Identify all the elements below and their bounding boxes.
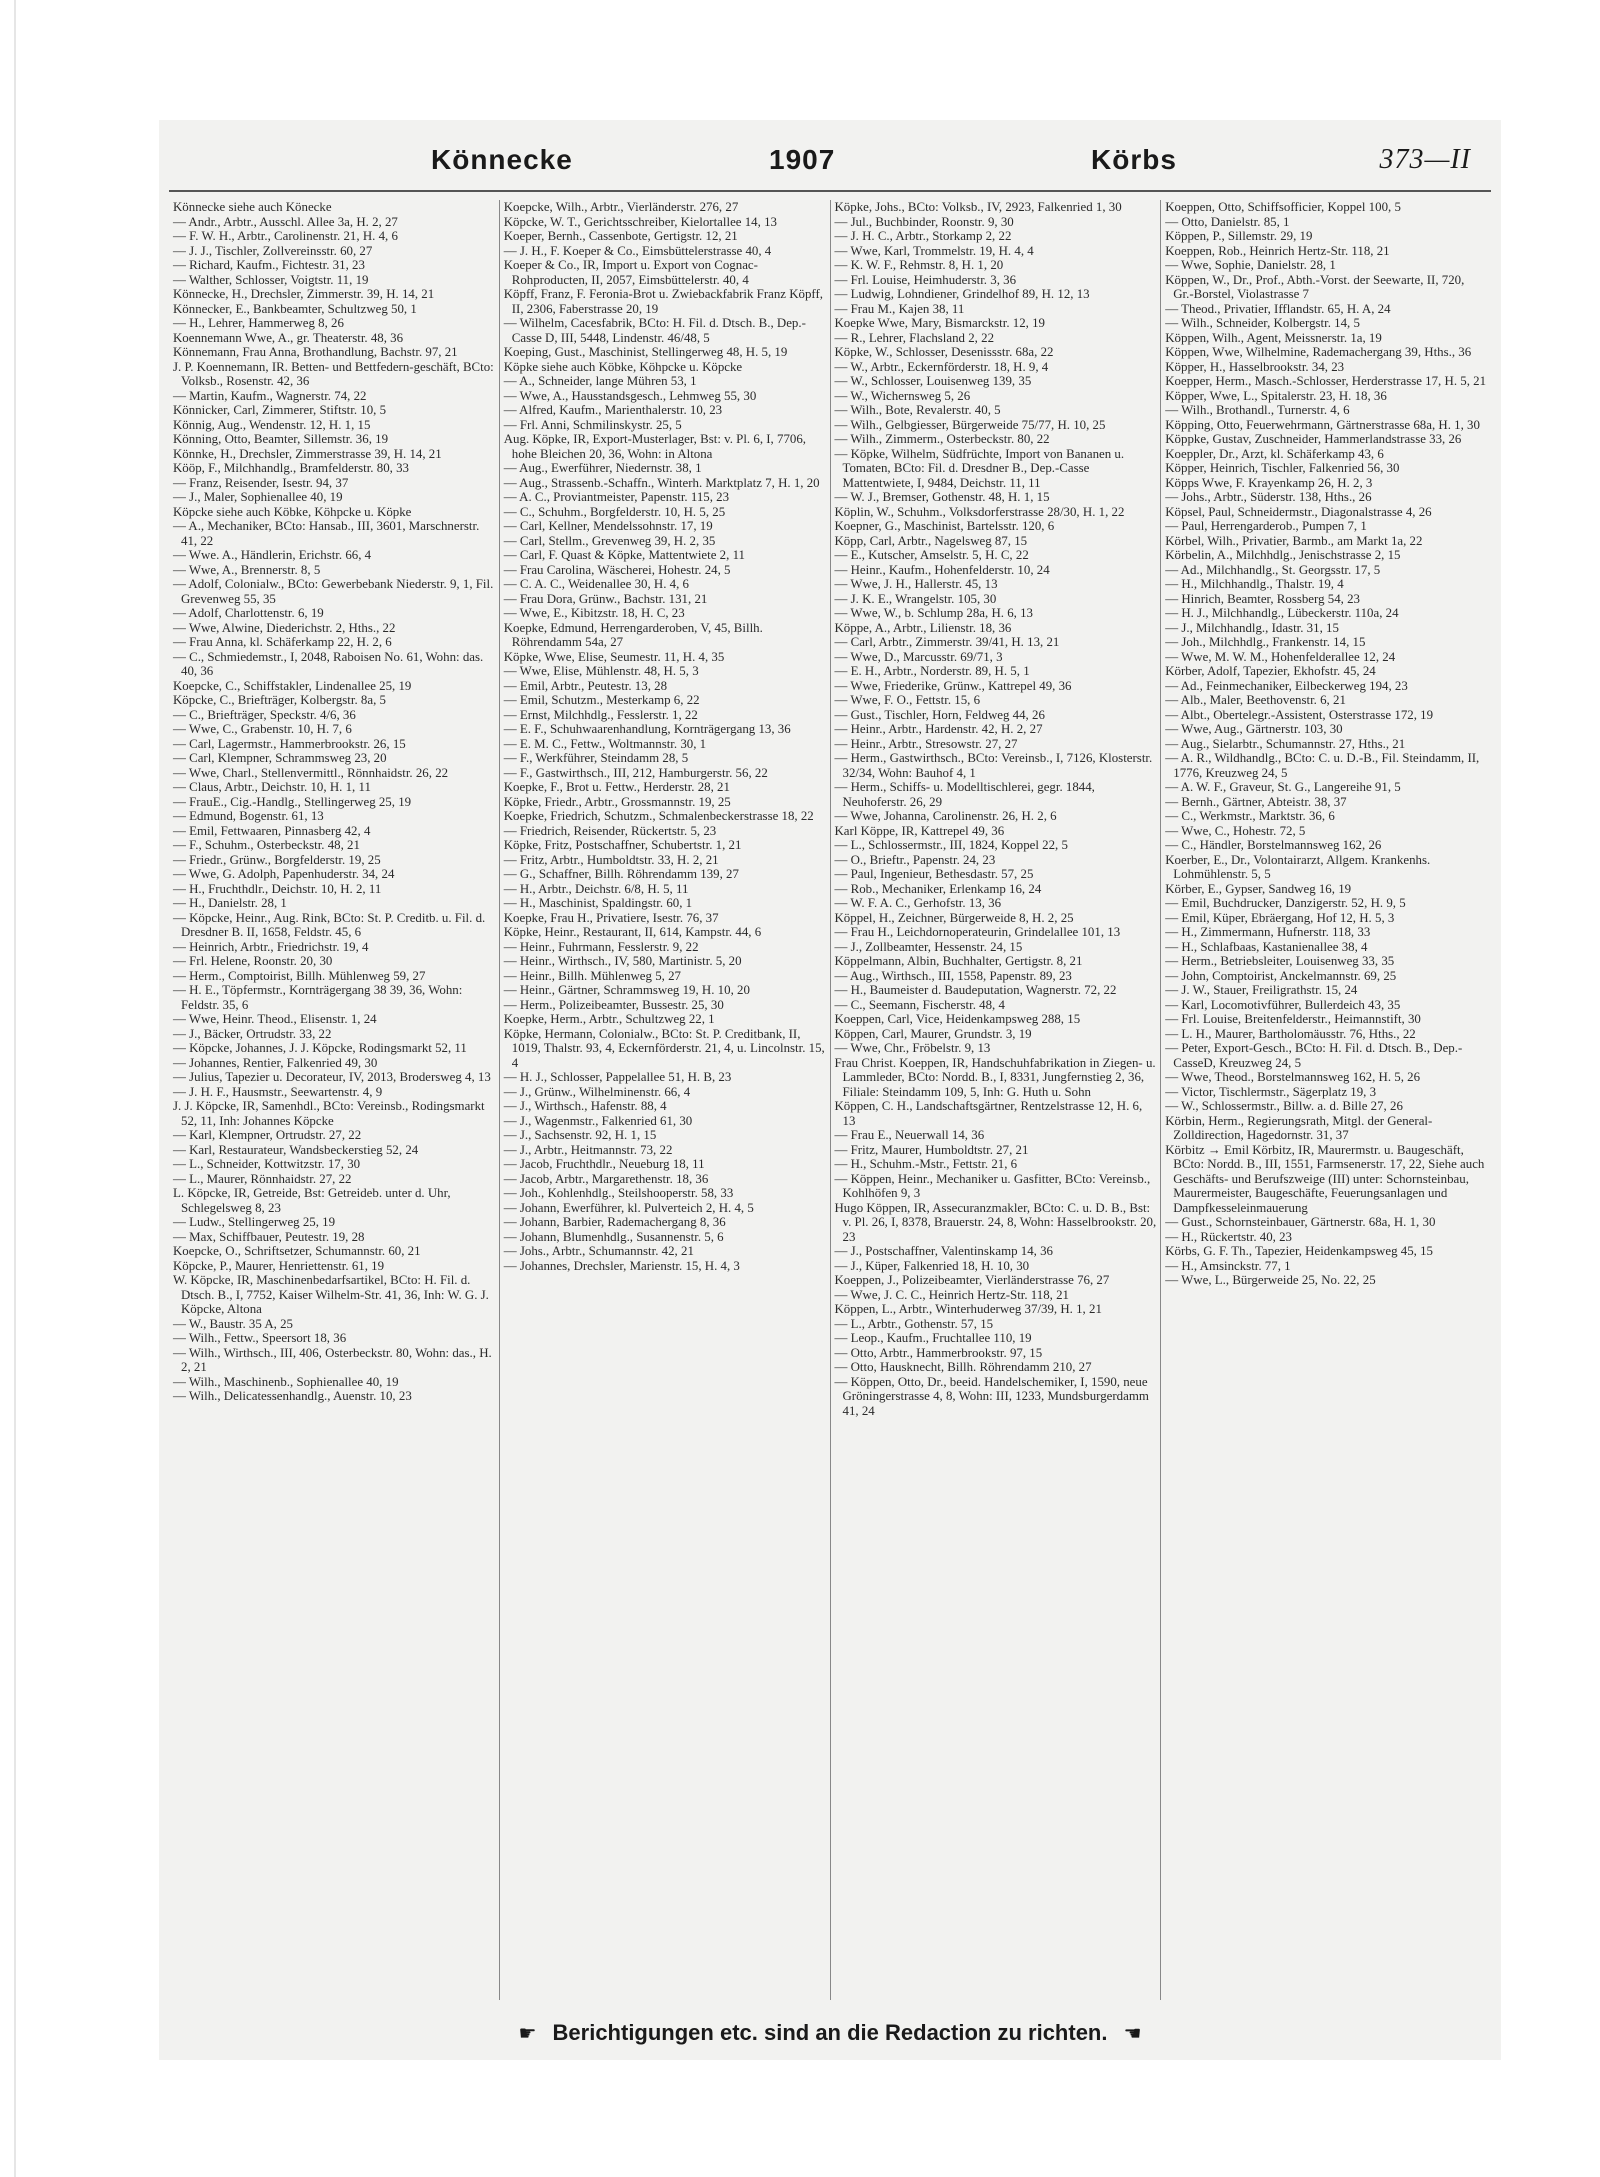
directory-entry: — Frau Carolina, Wäscherei, Hohestr. 24, 5 (503, 562, 731, 577)
directory-entry: — W. F. A. C., Gerhofstr. 13, 36 (834, 896, 1002, 910)
directory-entry: — L., Maurer, Rönnhaidstr. 27, 22 (173, 1171, 352, 1186)
directory-entry: — J., Wagenmstr., Falkenried 61, 30 (503, 1113, 693, 1128)
directory-entry: — Wwe, D., Marcusstr. 69/71, 3 (834, 649, 1003, 664)
directory-entry: Körber, E., Gypser, Sandweg 16, 19 (1165, 881, 1352, 896)
directory-entry: — Wwe, Alwine, Diederichstr. 2, Hths., 22 (173, 620, 396, 635)
directory-entry: — J. H., F. Koeper & Co., Eimsbüttelerstrasse 40, 4 (503, 243, 772, 258)
directory-entry: — E. H., Arbtr., Norderstr. 89, H. 5, 1 (834, 664, 1030, 678)
directory-entry: — Wilh., Brothandl., Turnerstr. 4, 6 (1165, 403, 1350, 417)
directory-entry: Köppen, P., Sillemstr. 29, 19 (1165, 229, 1313, 243)
directory-entry: — Heinr., Arbtr., Hardenstr. 42, H. 2, 27 (834, 722, 1043, 736)
directory-entry: — Wwe, F. O., Fettstr. 15, 6 (834, 693, 981, 707)
directory-entry: — Carl, Klempner, Schrammsweg 23, 20 (173, 751, 387, 765)
directory-entry: — Gust., Schornsteinbauer, Gärtnerstr. 68a, H. 1, 30 (1165, 1215, 1436, 1229)
directory-entry: — E. M. C., Fettw., Woltmannstr. 30, 1 (503, 736, 707, 751)
directory-entry: — Johann, Blumenhdlg., Susannenstr. 5, 6 (503, 1229, 724, 1244)
directory-entry: — J., Milchhandlg., Idastr. 31, 15 (1165, 620, 1339, 635)
directory-entry: — FrauE., Cig.-Handlg., Stellingerweg 25, 19 (173, 794, 412, 809)
directory-entry: — Heinr., Fuhrmann, Fesslerstr. 9, 22 (503, 939, 699, 954)
directory-entry: — Otto, Danielstr. 85, 1 (1165, 214, 1290, 229)
directory-entry: — Gust., Tischler, Horn, Feldweg 44, 26 (834, 707, 1045, 722)
directory-entry: — J., Grünw., Wilhelminenstr. 66, 4 (503, 1084, 691, 1099)
directory-entry: Köpcke siehe auch Köbke, Köhpcke u. Köpke (173, 504, 412, 519)
directory-entry: Koerber, E., Dr., Volontairarzt, Allgem. Krankenhs. Lohmühlenstr. 5, 5 (1165, 852, 1431, 881)
directory-entry: — Walther, Schlosser, Voigtstr. 11, 19 (173, 272, 369, 287)
directory-entry: Körber, Adolf, Tapezier, Ekhofstr. 45, 24 (1165, 664, 1376, 678)
directory-entry: Köpff, Franz, F. Feronia-Brot u. Zwiebackfabrik Franz Köpff, II, 2306, Faberstrasse 20, 19 (503, 287, 823, 316)
directory-entry: Körbel, Wilh., Privatier, Barmb., am Markt 1a, 22 (1165, 533, 1423, 548)
header-first-name: Könnecke (431, 144, 573, 175)
pointing-hand-icon: ☛ (518, 2023, 537, 2045)
directory-entry: — Otto, Arbtr., Hammerbrookstr. 97, 15 (834, 1345, 1043, 1360)
directory-entry: — Aug., Ewerführer, Niedernstr. 38, 1 (503, 461, 702, 475)
directory-entry: — C. A. C., Weidenallee 30, H. 4, 6 (503, 577, 690, 591)
directory-entry: — Wwe, E., Kibitzstr. 18, H. C, 23 (503, 606, 685, 620)
directory-entry: — Victor, Tischlermstr., Sägerplatz 19, 3 (1165, 1084, 1377, 1099)
directory-entry: — Herm., Gastwirthsch., BCto: Vereinsb., I, 7126, Klosterstr. 32/34, Wohn: Bauhof 4, 1 (834, 751, 1153, 780)
directory-entry: Könnecke, H., Drechsler, Zimmerstr. 39, H. 14, 21 (173, 287, 435, 301)
directory-entry: — Friedrich, Reisender, Rückertstr. 5, 23 (503, 823, 717, 838)
directory-entry: — W. J., Bremser, Gothenstr. 48, H. 1, 15 (834, 490, 1050, 504)
directory-entry: — L., Schlossermstr., III, 1824, Koppel 22, 5 (834, 838, 1068, 852)
directory-entry: — Heinrich, Arbtr., Friedrichstr. 19, 4 (173, 939, 369, 954)
directory-entry: Köppen, L., Arbtr., Winterhuderweg 37/39, H. 1, 21 (834, 1302, 1102, 1316)
directory-entry: — Frl. Louise, Heimhuderstr. 3, 36 (834, 272, 1017, 287)
directory-entry: Koeper & Co., IR, Import u. Export von Cognac-Rohproducten, II, 2057, Eimsbüttelerstr. 40, 4 (503, 258, 758, 287)
directory-entry: — J. H. C., Arbtr., Storkamp 2, 22 (834, 229, 1012, 243)
directory-entry: — Fritz, Maurer, Humboldtstr. 27, 21 (834, 1142, 1029, 1157)
directory-entry: — Köppen, Otto, Dr., beeid. Handelschemiker, I, 1590, neue Gröningerstrasse 4, 8, Wohn: III, 1233, Mundsburgerdamm 41, 24 (834, 1374, 1149, 1418)
directory-entry: — Fritz, Arbtr., Humboldtstr. 33, H. 2, 21 (503, 852, 719, 867)
scan-edge (14, 0, 16, 2177)
directory-entry: Koeper, Bernh., Cassenbote, Gertigstr. 12, 21 (503, 229, 738, 243)
directory-entry: Könnecke siehe auch Könecke (173, 200, 332, 214)
directory-entry: — Karl, Klempner, Ortrudstr. 27, 22 (173, 1128, 362, 1142)
directory-entry: Könnig, Aug., Wendenstr. 12, H. 1, 15 (173, 417, 371, 432)
directory-entry: — J., Bäcker, Ortrudstr. 33, 22 (173, 1026, 332, 1041)
directory-entry: — Wwe, Chr., Fröbelstr. 9, 13 (834, 1041, 991, 1055)
directory-entry: — Emil, Küper, Ebräergang, Hof 12, H. 5, 3 (1165, 910, 1395, 925)
directory-entry: — W., Arbtr., Eckernförderstr. 18, H. 9, 4 (834, 359, 1049, 374)
directory-entry: — Julius, Tapezier u. Decorateur, IV, 2013, Brodersweg 4, 13 (173, 1070, 491, 1084)
directory-entry: — Aug., Sielarbtr., Schumannstr. 27, Hths., 21 (1165, 736, 1406, 751)
directory-entry: — H., Amsinckstr. 77, 1 (1165, 1258, 1291, 1273)
directory-entry: Köpcke, W. T., Gerichtsschreiber, Kielortallee 14, 13 (503, 214, 777, 229)
directory-entry: — A., Schneider, lange Mühren 53, 1 (503, 374, 697, 388)
directory-entry: — Frau E., Neuerwall 14, 36 (834, 1128, 985, 1142)
directory-entry: — H., Maschinist, Spaldingstr. 60, 1 (503, 896, 693, 910)
directory-entry: — Frl. Anni, Schmilinskystr. 25, 5 (503, 417, 682, 432)
directory-entry: Köpke, W., Schlosser, Desenissstr. 68a, 22 (834, 345, 1054, 359)
directory-entry: — Alfred, Kaufm., Marienthalerstr. 10, 23 (503, 403, 723, 417)
directory-entry: Köppel, H., Zeichner, Bürgerweide 8, H. 2, 25 (834, 910, 1074, 925)
directory-entry: — A. R., Wildhandlg., BCto: C. u. D.-B., Fil. Steindamm, II, 1776, Kreuzweg 24, 5 (1165, 751, 1480, 780)
directory-entry: — Leop., Kaufm., Fruchtallee 110, 19 (834, 1331, 1032, 1345)
directory-entry: Koepke, Frau H., Privatiere, Isestr. 76, 37 (503, 910, 719, 925)
directory-entry: — H. E., Töpfermstr., Kornträgergang 38 39, 36, Wohn: Feldstr. 35, 6 (173, 983, 463, 1012)
directory-entry: — Wwe, L., Bürgerweide 25, No. 22, 25 (1165, 1273, 1376, 1287)
directory-entry: — J., Maler, Sophienallee 40, 19 (173, 490, 343, 504)
directory-entry: — Köppen, Heinr., Mechaniker u. Gasfitter, BCto: Vereinsb., Kohlhöfen 9, 3 (834, 1171, 1151, 1200)
column-2 (500, 200, 831, 2000)
directory-entry: — Adolf, Colonialw., BCto: Gewerbebank Niederstr. 9, 1, Fil. Grevenweg 55, 35 (173, 577, 494, 606)
directory-entry: — Jacob, Fruchthdlr., Neueburg 18, 11 (503, 1157, 705, 1171)
directory-entry: — Aug., Strassenb.-Schaffn., Winterh. Marktplatz 7, H. 1, 20 (503, 475, 820, 490)
directory-entry: Koeppen, Carl, Vice, Heidenkampsweg 288, 15 (834, 1012, 1081, 1026)
directory-entry: — Peter, Export-Gesch., BCto: H. Fil. d. Dtsch. B., Dep.-CasseD, Kreuzweg 24, 5 (1165, 1041, 1463, 1070)
directory-entry: — W., Schlosser, Louisenweg 139, 35 (834, 374, 1032, 388)
directory-entry: — Bernh., Gärtner, Abteistr. 38, 37 (1165, 794, 1347, 809)
directory-entry: — Friedr., Grünw., Borgfelderstr. 19, 25 (173, 852, 381, 867)
header-last-name: Körbs (1091, 144, 1177, 175)
directory-entry: — J. W., Stauer, Freiligrathstr. 15, 24 (1165, 983, 1358, 997)
directory-entry: — L., Schneider, Kottwitzstr. 17, 30 (173, 1157, 361, 1171)
directory-entry: — Wwe, Sophie, Danielstr. 28, 1 (1165, 258, 1336, 272)
directory-entry: — Wwe, Friederike, Grünw., Kattrepel 49, 36 (834, 678, 1072, 693)
directory-entry: — Carl, Lagermstr., Hammerbrookstr. 26, 15 (173, 736, 406, 751)
directory-entry: Koepcke, O., Schriftsetzer, Schumannstr. 60, 21 (173, 1244, 421, 1258)
directory-entry: — Herm., Schiffs- u. Modelltischlerei, gegr. 1844, Neuhoferstr. 26, 29 (834, 780, 1095, 809)
directory-entry: Körbin, Herm., Regierungsrath, Mitgl. der General-Zolldirection, Hagedornstr. 31, 37 (1165, 1113, 1433, 1142)
directory-entry: Körbs, G. F. Th., Tapezier, Heidenkampsweg 45, 15 (1165, 1244, 1433, 1258)
directory-entry: Könnemann, Frau Anna, Brothandlung, Bachstr. 97, 21 (173, 345, 458, 359)
directory-entry: — Herm., Comptoirist, Billh. Mühlenweg 59, 27 (173, 968, 426, 983)
directory-entry: Koepke, Herm., Arbtr., Schultzweg 22, 1 (503, 1012, 715, 1026)
directory-entry: Kööp, F., Milchhandlg., Bramfelderstr. 80, 33 (173, 461, 409, 475)
directory-entry: — C., Seemann, Fischerstr. 48, 4 (834, 997, 1005, 1012)
directory-entry: Koepke, Friedrich, Schutzm., Schmalenbeckerstrasse 18, 22 (503, 809, 814, 823)
directory-entry: — Carl, F. Quast & Köpke, Mattentwiete 2, 11 (503, 548, 745, 562)
directory-entry: Köpsel, Paul, Schneidermstr., Diagonalstrasse 4, 26 (1165, 504, 1432, 519)
directory-entry: — J., Wirthsch., Hafenstr. 88, 4 (503, 1099, 667, 1113)
directory-entry: — A., Mechaniker, BCto: Hansab., III, 3601, Marschnerstr. 41, 22 (173, 519, 480, 548)
directory-entry: — H. J., Schlosser, Pappelallee 51, H. B, 23 (503, 1070, 732, 1084)
directory-entry: — H., Milchhandlg., Thalstr. 19, 4 (1165, 577, 1344, 591)
directory-entry: Koeppen, Rob., Heinrich Hertz-Str. 118, 21 (1165, 243, 1390, 258)
directory-entry: Köpke, Wwe, Elise, Seumestr. 11, H. 4, 35 (503, 649, 725, 664)
directory-entry: Karl Köppe, IR, Kattrepel 49, 36 (834, 823, 1005, 838)
directory-entry: — Joh., Kohlenhdlg., Steilshooperstr. 58, 33 (503, 1186, 734, 1200)
directory-entry: — Carl, Kellner, Mendelssohnstr. 17, 19 (503, 519, 713, 533)
header-page-number: 373—II (1379, 144, 1471, 175)
directory-entry: — Johann, Barbier, Rademachergang 8, 36 (503, 1215, 726, 1229)
directory-entry: Koennemann Wwe, A., gr. Theaterstr. 48, 36 (173, 330, 404, 345)
directory-entry: Körbitz → Emil Körbitz, IR, Maurermstr. u. Baugeschäft, BCto: Nordd. B., III, 1551, Farmsenerstr. 17, 22, Siehe auch Geschäfts- und Berufszweige (III) unter: Schornsteinbau, Maurermeister, Baugeschäfte, Feuerungsanlagen und Dampfkesseleinmauerung (1165, 1142, 1485, 1215)
directory-entry: — F. W. H., Arbtr., Carolinenstr. 21, H. 4, 6 (173, 229, 398, 243)
directory-entry: — C., Händler, Borstelmannsweg 162, 26 (1165, 838, 1382, 852)
directory-entry: — F., Gastwirthsch., III, 212, Hamburgerstr. 56, 22 (503, 765, 768, 780)
directory-entry: — G., Schaffner, Billh. Röhrendamm 139, 27 (503, 867, 739, 881)
directory-entry: Köpp, Carl, Arbtr., Nagelsweg 87, 15 (834, 533, 1028, 548)
directory-entry: — Joh., Milchhdlg., Frankenstr. 14, 15 (1165, 635, 1366, 649)
directory-entry: — H., Schuhm.-Mstr., Fettstr. 21, 6 (834, 1157, 1018, 1171)
directory-entry: — Wilh., Schneider, Kolbergstr. 14, 5 (1165, 316, 1360, 330)
directory-entry: — F., Werkführer, Steindamm 28, 5 (503, 751, 689, 765)
directory-entry: Frau Christ. Koeppen, IR, Handschuhfabrikation in Ziegen- u. Lammleder, BCto: Nordd. B., I, 8331, Jungfernstieg 2, 36, Filiale: Steindamm 109, 5, Inh: G. Huth u. Sohn (834, 1055, 1156, 1099)
directory-entry: — H. J., Milchhandlg., Lübeckerstr. 110a, 24 (1165, 606, 1399, 620)
directory-entry: — Theod., Privatier, Ifflandstr. 65, H. A, 24 (1165, 301, 1391, 316)
directory-entry: — Jacob, Arbtr., Margarethenstr. 18, 36 (503, 1171, 709, 1186)
header-year: 1907 (769, 144, 836, 175)
directory-entry: — Alb., Maler, Beethovenstr. 6, 21 (1165, 693, 1346, 707)
directory-entry: — L., Arbtr., Gothenstr. 57, 15 (834, 1316, 994, 1331)
directory-entry: — Claus, Arbtr., Deichstr. 10, H. 1, 11 (173, 780, 371, 794)
column-1 (169, 200, 500, 2000)
directory-entry: — Wilh., Delicatessenhandlg., Auenstr. 10, 23 (173, 1389, 412, 1403)
directory-entry: — Frau Dora, Grünw., Bachstr. 131, 21 (503, 591, 708, 606)
directory-entry: J. P. Koennemann, IR. Betten- und Bettfedern-geschäft, BCto: Volksb., Rosenstr. 42, 36 (173, 359, 494, 388)
directory-entry: — H., Baumeister d. Baudeputation, Wagnerstr. 72, 22 (834, 983, 1117, 997)
directory-entry: — Wilh., Bote, Revalerstr. 40, 5 (834, 403, 1001, 417)
directory-entry: Köpper, Heinrich, Tischler, Falkenried 56, 30 (1165, 461, 1400, 475)
directory-entry: — H., Zimmermann, Hufnerstr. 118, 33 (1165, 925, 1371, 939)
directory-entry: — Heinr., Billh. Mühlenweg 5, 27 (503, 968, 681, 983)
directory-entry: Koeppen, Otto, Schiffsofficier, Koppel 100, 5 (1165, 200, 1401, 214)
directory-entry: — Ad., Feinmechaniker, Eilbeckerweg 194, 23 (1165, 678, 1408, 693)
directory-entry: — Wwe, Johanna, Carolinenstr. 26, H. 2, 6 (834, 809, 1057, 823)
directory-entry: Köpper, H., Hasselbrookstr. 34, 23 (1165, 359, 1345, 374)
directory-entry: — Wwe, W., b. Schlump 28a, H. 6, 13 (834, 606, 1033, 620)
directory-entry: Koepke, Edmund, Herrengarderoben, V, 45, Billh. Röhrendamm 54a, 27 (503, 620, 763, 649)
directory-entry: — Emil, Schutzm., Mesterkamp 6, 22 (503, 693, 700, 707)
directory-entry: — J., Postschaffner, Valentinskamp 14, 36 (834, 1244, 1053, 1258)
directory-entry: — C., Schmiedemstr., I, 2048, Raboisen No. 61, Wohn: das. 40, 36 (173, 649, 484, 678)
directory-entry: Köpke siehe auch Köbke, Köhpcke u. Köpcke (503, 359, 743, 374)
directory-entry: — Herm., Polizeibeamter, Bussestr. 25, 30 (503, 997, 724, 1012)
directory-entry: — Ludw., Stellingerweg 25, 19 (173, 1215, 336, 1229)
directory-entry: Köppke, Gustav, Zuschneider, Hammerlandstrasse 33, 26 (1165, 432, 1462, 446)
directory-entry: — Wwe, Charl., Stellenvermittl., Rönnhaidstr. 26, 22 (173, 765, 449, 780)
directory-entry: — Wwe, Elise, Mühlenstr. 48, H. 5, 3 (503, 664, 699, 678)
directory-entry: — J. J., Tischler, Zollvereinsstr. 60, 27 (173, 243, 373, 258)
directory-entry: — J. K. E., Wrangelstr. 105, 30 (834, 591, 997, 606)
directory-entry: Hugo Köppen, IR, Assecuranzmakler, BCto: C. u. D. B., Bst: v. Pl. 26, I, 8378, Brauerstr. 24, 8, Wohn: Hasselbrookstr. 20, 23 (834, 1200, 1157, 1244)
directory-entry: — Ludwig, Lohndiener, Grindelhof 89, H. 12, 13 (834, 287, 1090, 301)
directory-entry: — E. F., Schuhwaarenhandlung, Kornträgergang 13, 36 (503, 722, 791, 736)
directory-entry: — Max, Schiffbauer, Peutestr. 19, 28 (173, 1229, 365, 1244)
directory-entry: — Otto, Hausknecht, Billh. Röhrendamm 210, 27 (834, 1360, 1092, 1374)
directory-entry: — Wilh., Fettw., Speersort 18, 36 (173, 1331, 347, 1345)
directory-entry: Könnecker, E., Bankbeamter, Schultzweg 50, 1 (173, 301, 417, 316)
directory-entry: — Wilh., Maschinenb., Sophienallee 40, 19 (173, 1374, 399, 1389)
directory-entry: — Aug., Wirthsch., III, 1558, Papenstr. 89, 23 (834, 968, 1072, 983)
directory-entry: — Karl, Restaurateur, Wandsbeckerstieg 52, 24 (173, 1142, 419, 1157)
directory-entry: Aug. Köpke, IR, Export-Musterlager, Bst: v. Pl. 6, I, 7706, hohe Bleichen 20, 36, Wohn: in Altona (503, 432, 807, 461)
directory-entry: — Heinr., Gärtner, Schrammsweg 19, H. 10, 20 (503, 983, 750, 997)
directory-entry: — Paul, Ingenieur, Bethesdastr. 57, 25 (834, 867, 1034, 881)
directory-entry: — Martin, Kaufm., Wagnerstr. 74, 22 (173, 388, 367, 403)
directory-entry: — Albt., Obertelegr.-Assistent, Osterstrasse 172, 19 (1165, 707, 1434, 722)
directory-entry: Koepcke, Wilh., Arbtr., Vierländerstr. 276, 27 (503, 200, 739, 214)
directory-entry: — Johs., Arbtr., Schumannstr. 42, 21 (503, 1244, 694, 1258)
directory-entry: Koeppen, J., Polizeibeamter, Vierländerstrasse 76, 27 (834, 1273, 1110, 1287)
page-header (159, 144, 1501, 184)
directory-entry: — Wwe, A., Brennerstr. 8, 5 (173, 562, 321, 577)
directory-entry: — Rob., Mechaniker, Erlenkamp 16, 24 (834, 881, 1042, 896)
directory-entry: — Wwe, C., Hohestr. 72, 5 (1165, 823, 1306, 838)
directory-entry: Köpke, Johs., BCto: Volksb., IV, 2923, Falkenried 1, 30 (834, 200, 1122, 214)
directory-entry: — Ernst, Milchhdlg., Fesslerstr. 1, 22 (503, 707, 698, 722)
directory-entry: — E., Kutscher, Amselstr. 5, H. C, 22 (834, 548, 1029, 562)
directory-entry: — Emil, Arbtr., Peutestr. 13, 28 (503, 678, 668, 693)
directory-entry: — Franz, Reisender, Isestr. 94, 37 (173, 475, 349, 490)
column-3 (831, 200, 1162, 2000)
directory-entry: Köppen, Carl, Maurer, Grundstr. 3, 19 (834, 1026, 1032, 1041)
directory-entry: Körbelin, A., Milchhdlg., Jenischstrasse 2, 15 (1165, 548, 1401, 562)
directory-entry: Köpke, Hermann, Colonialw., BCto: St. P. Creditbank, II, 1019, Thalstr. 93, 4, Eckernförderstr. 21, 4, u. Lincolnstr. 15, 4 (503, 1026, 825, 1070)
directory-entry: — Köpcke, Johannes, J. J. Köpcke, Rodingsmarkt 52, 11 (173, 1041, 467, 1055)
directory-entry: — W., Baustr. 35 A, 25 (173, 1316, 293, 1331)
directory-entry: — Wwe, Theod., Borstelmannsweg 162, H. 5, 26 (1165, 1070, 1421, 1084)
directory-entry: — Johannes, Rentier, Falkenried 49, 30 (173, 1055, 378, 1070)
directory-entry: Könning, Otto, Beamter, Sillemstr. 36, 19 (173, 432, 389, 446)
directory-entry: — Andr., Arbtr., Ausschl. Allee 3a, H. 2, 27 (173, 214, 398, 229)
directory-entry: — R., Lehrer, Flachsland 2, 22 (834, 330, 995, 345)
directory-entry: — Wilhelm, Cacesfabrik, BCto: H. Fil. d. Dtsch. B., Dep.-Casse D, III, 5448, Lindenstr. 46/48, 5 (503, 316, 806, 345)
directory-entry: — Karl, Locomotivführer, Bullerdeich 43, 35 (1165, 997, 1401, 1012)
directory-entry: — C., Briefträger, Speckstr. 4/6, 36 (173, 707, 356, 722)
directory-page (159, 120, 1501, 2060)
footer-notice (159, 2020, 1501, 2046)
directory-entry: Koepke Wwe, Mary, Bismarckstr. 12, 19 (834, 316, 1046, 330)
directory-entry: — Herm., Betriebsleiter, Louisenweg 33, 35 (1165, 954, 1395, 968)
directory-entry: — H., Schlafbaas, Kastanienallee 38, 4 (1165, 939, 1368, 954)
directory-entry: — Wwe, A., Hausstandsgesch., Lehmweg 55, 30 (503, 388, 757, 403)
directory-entry: Köppe, A., Arbtr., Lilienstr. 18, 36 (834, 620, 1012, 635)
directory-entry: — W., Schlossermstr., Billw. a. d. Bille 27, 26 (1165, 1099, 1403, 1113)
directory-entry: — Wwe, Karl, Trommelstr. 19, H. 4, 4 (834, 243, 1034, 258)
directory-entry: — Wilh., Zimmerm., Osterbeckstr. 80, 22 (834, 432, 1050, 446)
directory-entry: — Ad., Milchhandlg., St. Georgsstr. 17, 5 (1165, 562, 1381, 577)
directory-entry: J. J. Köpcke, IR, Samenhdl., BCto: Vereinsb., Rodingsmarkt 52, 11, Inh: Johannes Köpcke (173, 1099, 485, 1128)
pointing-hand-icon: ☚ (1123, 2023, 1142, 2045)
directory-entry: — Frau M., Kajen 38, 11 (834, 301, 965, 316)
directory-entry: — Emil, Buchdrucker, Danzigerstr. 52, H. 9, 5 (1165, 896, 1406, 910)
directory-entry: — Jul., Buchbinder, Roonstr. 9, 30 (834, 214, 1014, 229)
directory-entry: — O., Brieftr., Papenstr. 24, 23 (834, 852, 996, 867)
directory-entry: — A. C., Proviantmeister, Papenstr. 115, 23 (503, 490, 730, 504)
directory-entry: — Emil, Fettwaaren, Pinnasberg 42, 4 (173, 823, 371, 838)
directory-entry: Köpps Wwe, F. Krayenkamp 26, H. 2, 3 (1165, 475, 1373, 490)
directory-entry: — Wwe, M. W. M., Hohenfelderallee 12, 24 (1165, 649, 1396, 664)
directory-entry: Koepper, Herm., Masch.-Schlosser, Herderstrasse 17, H. 5, 21 (1165, 374, 1487, 388)
directory-entry: Könnicker, Carl, Zimmerer, Stiftstr. 10, 5 (173, 403, 387, 417)
directory-entry: — Wilh., Gelbgiesser, Bürgerweide 75/77, H. 10, 25 (834, 417, 1106, 432)
directory-entry: — Wwe, J. C. C., Heinrich Hertz-Str. 118, 21 (834, 1287, 1070, 1302)
directory-entry: — Frl. Helene, Roonstr. 20, 30 (173, 954, 333, 968)
directory-entry: Köppen, Wilh., Agent, Meissnerstr. 1a, 19 (1165, 330, 1382, 345)
directory-entry: L. Köpcke, IR, Getreide, Bst: Getreideb. unter d. Uhr, Schlegelsweg 8, 23 (173, 1186, 451, 1215)
directory-entry: — Johann, Ewerführer, kl. Pulverteich 2, H. 4, 5 (503, 1200, 754, 1215)
directory-entry: — L. H., Maurer, Bartholomäusstr. 76, Hths., 22 (1165, 1026, 1416, 1041)
directory-entry: — Köpcke, Heinr., Aug. Rink, BCto: St. P. Creditb. u. Fil. d. Dresdner B. II, 1658, Feldstr. 45, 6 (173, 910, 486, 939)
directory-entry: — J., Zollbeamter, Hessenstr. 24, 15 (834, 939, 1023, 954)
directory-entry: — W., Wichernsweg 5, 26 (834, 388, 971, 403)
directory-entry: — Adolf, Charlottenstr. 6, 19 (173, 606, 324, 620)
directory-entry: — Johannes, Drechsler, Marienstr. 15, H. 4, 3 (503, 1258, 740, 1273)
directory-entry: — J., Arbtr., Heitmannstr. 73, 22 (503, 1142, 673, 1157)
directory-entry: Köppen, C. H., Landschaftsgärtner, Rentzelstrasse 12, H. 6, 13 (834, 1099, 1143, 1128)
directory-entry: — Wwe, G. Adolph, Papenhuderstr. 34, 24 (173, 867, 395, 881)
directory-entry: — F., Schuhm., Osterbeckstr. 48, 21 (173, 838, 360, 852)
directory-entry: — H., Rückertstr. 40, 23 (1165, 1229, 1292, 1244)
directory-entry: — H., Fruchthdlr., Deichstr. 10, H. 2, 11 (173, 881, 382, 896)
directory-entry: Köppen, Wwe, Wilhelmine, Rademachergang 39, Hths., 36 (1165, 345, 1472, 359)
directory-entry: — H., Lehrer, Hammerweg 8, 26 (173, 316, 344, 330)
directory-entry: Koeppler, Dr., Arzt, kl. Schäferkamp 43, 6 (1165, 446, 1384, 461)
directory-entry: Köpke, Fritz, Postschaffner, Schubertstr. 1, 21 (503, 838, 742, 852)
directory-entry: — John, Comptoirist, Anckelmannstr. 69, 25 (1165, 968, 1397, 983)
directory-entry: — Heinr., Kaufm., Hohenfelderstr. 10, 24 (834, 562, 1050, 577)
directory-entry: — Wwe, C., Grabenstr. 10, H. 7, 6 (173, 722, 352, 736)
directory-entry: — Paul, Herrengarderob., Pumpen 7, 1 (1165, 519, 1367, 533)
directory-entry: Köpcke, P., Maurer, Henriettenstr. 61, 19 (173, 1258, 385, 1273)
directory-entry: — Richard, Kaufm., Fichtestr. 31, 23 (173, 258, 365, 272)
column-4 (1161, 200, 1491, 2000)
directory-entry: Köppelmann, Albin, Buchhalter, Gertigstr. 8, 21 (834, 954, 1083, 968)
directory-entry: — C., Schuhm., Borgfelderstr. 10, H. 5, 25 (503, 504, 726, 519)
directory-entry: — A. W. F., Graveur, St. G., Langereihe 91, 5 (1165, 780, 1401, 794)
directory-entry: — Frl. Louise, Breitenfelderstr., Heimannstift, 30 (1165, 1012, 1421, 1026)
directory-entry: Köpping, Otto, Feuerwehrmann, Gärtnerstrasse 68a, H. 1, 30 (1165, 417, 1480, 432)
directory-entry: — J. H. F., Hausmstr., Seewartenstr. 4, 9 (173, 1084, 383, 1099)
directory-entry: Köppen, W., Dr., Prof., Abth.-Vorst. der Seewarte, II, 720, Gr.-Borstel, Violastrasse 7 (1165, 272, 1465, 301)
directory-entry: W. Köpcke, IR, Maschinenbedarfsartikel, BCto: H. Fil. d. Dtsch. B., I, 7752, Kaiser Wilhelm-Str. 41, 36, Inh: W. G. J. Köpcke, Altona (173, 1273, 489, 1316)
directory-entry: — Wwe, Aug., Gärtnerstr. 103, 30 (1165, 722, 1343, 736)
directory-entry: — K. W. F., Rehmstr. 8, H. 1, 20 (834, 258, 1004, 272)
directory-entry: — Carl, Arbtr., Zimmerstr. 39/41, H. 13, 21 (834, 635, 1060, 649)
directory-entry: Koepner, G., Maschinist, Bartelsstr. 120, 6 (834, 519, 1055, 533)
directory-entry: Köpcke, C., Briefträger, Kolbergstr. 8a, 5 (173, 693, 386, 707)
directory-entry: — Köpke, Wilhelm, Südfrüchte, Import von Bananen u. Tomaten, BCto: Fil. d. Dresdner B., Dep.-Casse Mattentwiete, I, 9484, Deichstr. 11, 11 (834, 446, 1125, 490)
directory-entry: Köpper, Wwe, L., Spitalerstr. 23, H. 18, 36 (1165, 388, 1387, 403)
header-rule (169, 190, 1491, 192)
directory-entry: Köplin, W., Schuhm., Volksdorferstrasse 28/30, H. 1, 22 (834, 504, 1125, 519)
directory-entry: — Hinrich, Beamter, Rossberg 54, 23 (1165, 591, 1360, 606)
directory-entry: — J., Küper, Falkenried 18, H. 10, 30 (834, 1258, 1030, 1273)
directory-entry: — Wwe, J. H., Hallerstr. 45, 13 (834, 577, 998, 591)
directory-entry: — Frau Anna, kl. Schäferkamp 22, H. 2, 6 (173, 635, 392, 649)
directory-entry: — Wilh., Wirthsch., III, 406, Osterbeckstr. 80, Wohn: das., H. 2, 21 (173, 1345, 492, 1374)
directory-entry: Köpke, Heinr., Restaurant, II, 614, Kampstr. 44, 6 (503, 925, 762, 939)
directory-entry: — J., Sachsenstr. 92, H. 1, 15 (503, 1128, 657, 1142)
directory-entry: — C., Werkmstr., Marktstr. 36, 6 (1165, 809, 1335, 823)
directory-entry: — Heinr., Arbtr., Stresowstr. 27, 27 (834, 736, 1018, 751)
footer-text: Berichtigungen etc. sind an die Redaction zu richten. (552, 2020, 1108, 2045)
directory-entry: Könnke, H., Drechsler, Zimmerstrasse 39, H. 14, 21 (173, 446, 442, 461)
directory-entry: — Wwe. A., Händlerin, Erichstr. 66, 4 (173, 548, 372, 562)
directory-entry: — H., Arbtr., Deichstr. 6/8, H. 5, 11 (503, 881, 689, 896)
directory-entry: — Johs., Arbtr., Süderstr. 138, Hths., 26 (1165, 490, 1372, 504)
directory-entry: Koepke, F., Brot u. Fettw., Herderstr. 28, 21 (503, 780, 730, 794)
directory-entry: — Edmund, Bogenstr. 61, 13 (173, 809, 324, 823)
directory-entry: Koepcke, C., Schiffstakler, Lindenallee 25, 19 (173, 678, 412, 693)
directory-entry: — Heinr., Wirthsch., IV, 580, Martinistr. 5, 20 (503, 954, 742, 968)
entry-columns (169, 200, 1491, 2000)
directory-entry: — Wwe, Heinr. Theod., Elisenstr. 1, 24 (173, 1012, 377, 1026)
directory-entry: — Frau H., Leichdornoperateurin, Grindelallee 101, 13 (834, 925, 1121, 939)
directory-entry: — H., Danielstr. 28, 1 (173, 896, 287, 910)
directory-entry: — Carl, Stellm., Grevenweg 39, H. 2, 35 (503, 533, 716, 548)
directory-entry: Köpke, Friedr., Arbtr., Grossmannstr. 19, 25 (503, 794, 731, 809)
directory-entry: Koeping, Gust., Maschinist, Stellingerweg 48, H. 5, 19 (503, 345, 788, 359)
